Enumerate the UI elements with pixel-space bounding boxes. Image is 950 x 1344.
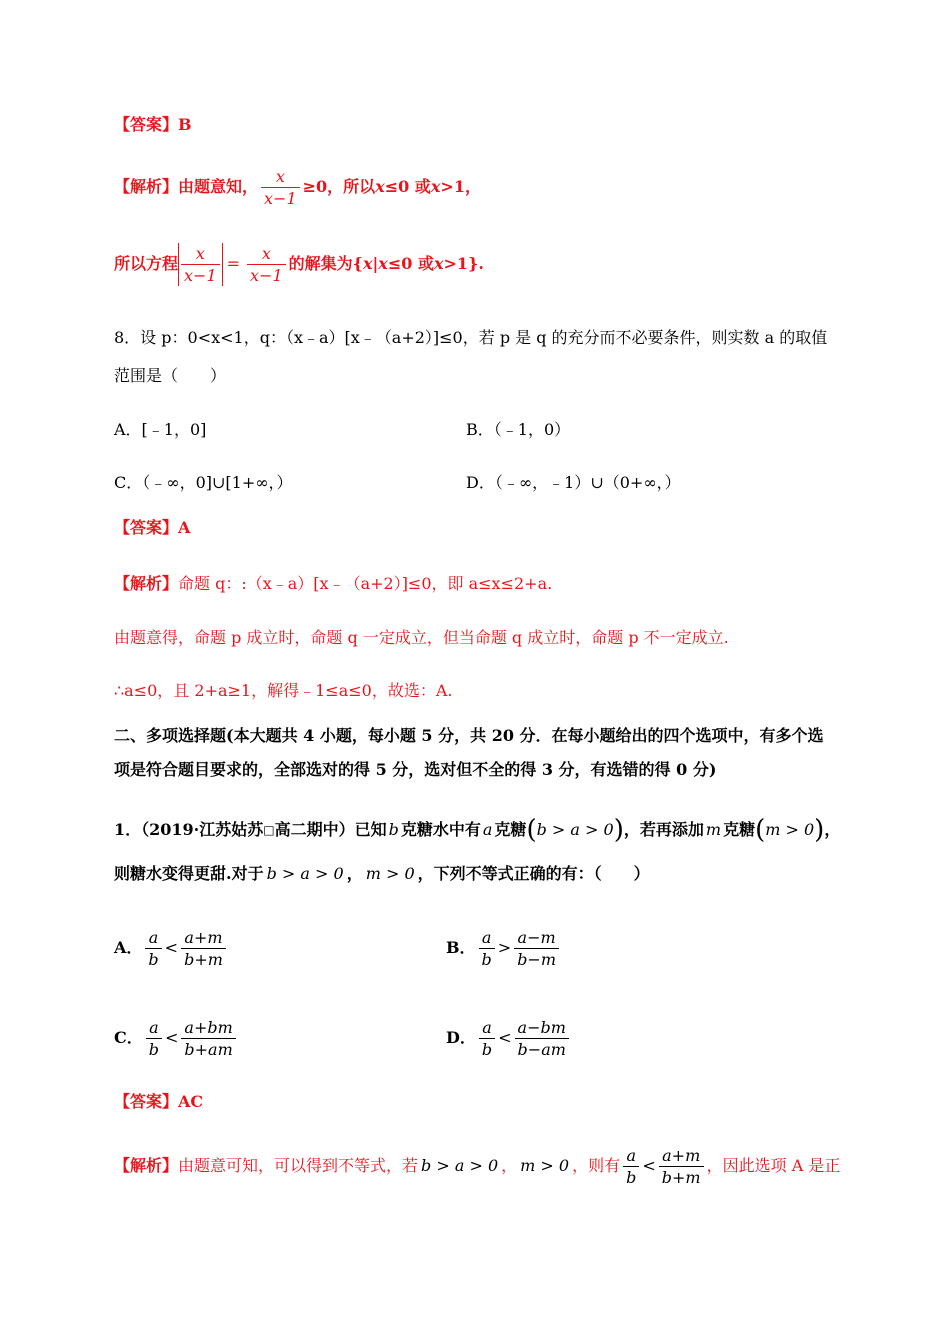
q7-analysis-line1: 【解析】 由题意知， $\frac{x}{x-1}$ ≥0，所以 x ≤0 或 x >1， xyxy=(114,166,481,208)
q8-option-c: C．（﹣∞，0]∪[1+∞，） xyxy=(114,473,293,492)
q8-analysis-line2: 由题意得，命题 p 成立时，命题 q 一定成立，但当命题 q 成立时，命题 p 不一定成立. xyxy=(114,628,729,647)
mq1-option-c: C． $\frac{a}{b}$ < $\frac{a+bm}{b+am}$ xyxy=(114,1014,239,1062)
q7-analysis-line2: 所以方程 $\frac{x}{x-1}$ = $\frac{x}{x-1}$ 的解集为{ x|x ≤0 或 x >1}. xyxy=(114,243,484,285)
mq1-stem-line2: 则糖水变得更甜.对于 b > a > 0 ， m > 0 ，下列不等式正确的有：（ ） xyxy=(114,864,650,883)
q7-answer: 【答案】B xyxy=(114,115,192,134)
mq1-option-b: B． $\frac{a}{b}$ > $\frac{a-m}{b-m}$ xyxy=(446,924,562,972)
q8-stem-line1: 8．设 p：0<x<1，q：（x﹣a）[x﹣（a+2）]≤0，若 p 是 q 的充分而不必要条件，则实数 a 的取值 xyxy=(114,328,828,347)
q8-option-d: D．（﹣∞，﹣1）∪（0+∞，） xyxy=(466,473,681,492)
q8-option-a: A．[﹣1，0] xyxy=(114,420,207,439)
q8-answer: 【答案】A xyxy=(114,518,191,537)
section2-header-line1: 二、多项选择题(本大题共 4 小题，每小题 5 分，共 20 分．在每小题给出的四个选项中，有多个选 xyxy=(114,726,824,745)
absolute-value: $\frac{x}{x-1}$ xyxy=(178,243,223,286)
fraction-x-over-x-minus-1: $\frac{x}{x-1}$ xyxy=(261,166,300,209)
mq1-option-d: D． $\frac{a}{b}$ < $\frac{a-bm}{b-am}$ xyxy=(446,1014,572,1062)
q8-option-b: B．（﹣1，0） xyxy=(466,420,571,439)
q8-analysis-line3: ∴a≤0，且 2+a≥1，解得﹣1≤a≤0，故选：A. xyxy=(114,681,453,700)
mq1-option-a: A． $\frac{a}{b}$ < $\frac{a+m}{b+m}$ xyxy=(114,924,229,972)
mq1-analysis-line1: 【解析】 由题意可知，可以得到不等式，若 b > a > 0 ， m > 0 ，则有 $\frac{a}{b}$ < $\frac{a+m}{b+m}$ ，因此选项 A 是正 xyxy=(114,1145,841,1187)
mq1-stem-line1: 1．（2019·江苏姑苏 □ 高二期中）已知 b 克糖水中有 a 克糖 ( b > a > 0 ) ，若再添加 m 克糖 ( m > 0 ) ， xyxy=(114,815,841,845)
section2-header-line2: 项是符合题目要求的，全部选对的得 5 分，选对但不全的得 3 分，有选错的得 0 分) xyxy=(114,760,717,779)
mq1-answer: 【答案】AC xyxy=(114,1092,204,1111)
q8-analysis-line1: 【解析】命题 q：:（x﹣a）[x﹣（a+2）]≤0，即 a≤x≤2+a. xyxy=(114,574,553,593)
q8-stem-line2: 范围是（ ） xyxy=(114,366,227,385)
